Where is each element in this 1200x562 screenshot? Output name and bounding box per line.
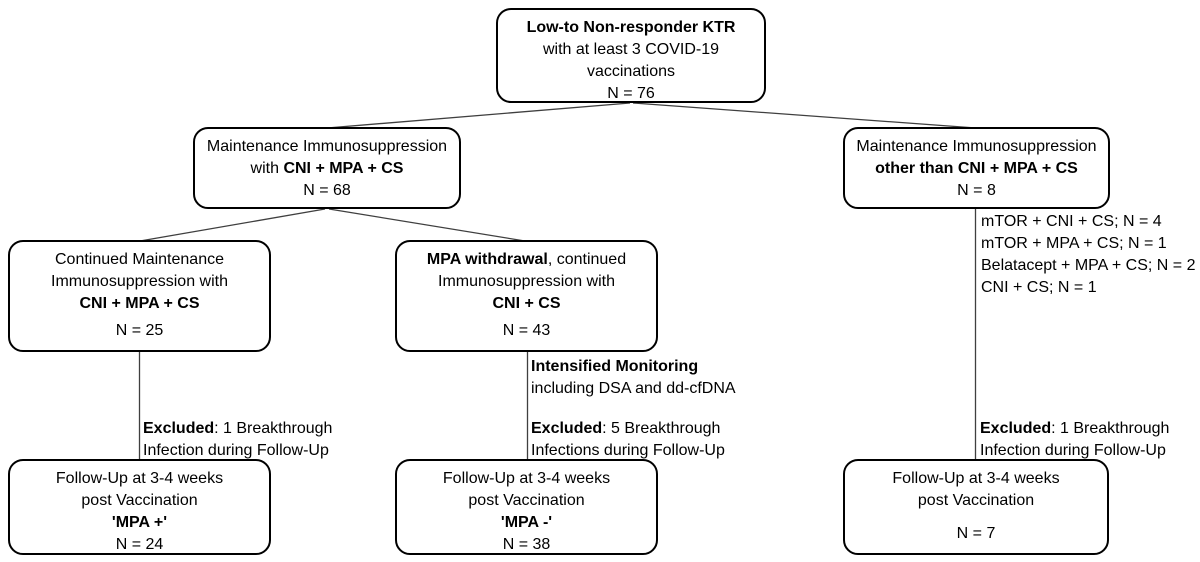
node-maintenance-other	[843, 127, 1110, 209]
node-continued-triple	[8, 240, 271, 352]
node-continued-line3: CNI + MPA + CS	[79, 295, 200, 312]
followup-left-line3: 'MPA +'	[111, 514, 168, 531]
node-maintenance-other-line2: other than CNI + MPA + CS	[875, 160, 1078, 177]
excluded-right-line1: Excluded: 1 Breakthrough	[980, 420, 1170, 437]
followup-right-line2: post Vaccination	[917, 492, 1035, 509]
connector-root-to-other	[633, 103, 976, 128]
node-withdrawal-line2: Immunosuppression with	[438, 273, 615, 290]
node-root	[496, 8, 766, 103]
followup-left-line2: post Vaccination	[81, 492, 198, 509]
node-followup-other	[843, 459, 1109, 555]
connector-triple-to-withdrawal	[329, 209, 525, 241]
note-intensified-monitoring	[531, 356, 736, 400]
node-maintenance-triple-count: N = 68	[303, 182, 351, 199]
regimen-line: CNI + CS; N = 1	[981, 279, 1097, 296]
note-excluded-mid	[531, 418, 725, 462]
monitoring-line1: Intensified Monitoring	[531, 358, 699, 375]
note-other-regimens	[981, 211, 1195, 299]
followup-left-line1: Follow-Up at 3-4 weeks	[55, 470, 224, 487]
monitoring-line2: including DSA and dd-cfDNA	[531, 380, 736, 397]
node-withdrawal-line3: CNI + CS	[492, 295, 561, 312]
node-maintenance-triple-line1: Maintenance Immunosuppression	[206, 138, 448, 155]
node-root-line3: vaccinations	[586, 63, 676, 80]
excluded-mid-line1: Excluded: 5 Breakthrough	[531, 420, 721, 437]
node-followup-mpa-minus	[395, 459, 658, 555]
followup-mid-line2: post Vaccination	[468, 492, 585, 509]
excluded-right-line2: Infection during Follow-Up	[980, 442, 1166, 459]
node-continued-line1: Continued Maintenance	[54, 251, 224, 268]
followup-left-count: N = 24	[115, 536, 164, 553]
followup-mid-line1: Follow-Up at 3-4 weeks	[442, 470, 611, 487]
node-maintenance-triple	[193, 127, 461, 209]
excluded-left-line2: Infection during Follow-Up	[143, 442, 329, 459]
regimen-line: mTOR + MPA + CS; N = 1	[981, 235, 1167, 252]
node-withdrawal-line1: MPA withdrawal, continued	[426, 251, 627, 268]
node-mpa-withdrawal	[395, 240, 658, 352]
note-excluded-right	[980, 418, 1169, 462]
node-followup-mpa-plus	[8, 459, 271, 555]
connector-root-to-triple	[327, 103, 630, 128]
note-excluded-left	[143, 418, 332, 462]
connector-triple-to-continued	[140, 209, 325, 241]
regimen-line: mTOR + CNI + CS; N = 4	[981, 213, 1162, 230]
node-continued-line2: Immunosuppression with	[51, 273, 228, 290]
node-maintenance-triple-line2: with CNI + MPA + CS	[250, 160, 404, 177]
regimen-line: Belatacept + MPA + CS; N = 2	[981, 257, 1196, 274]
excluded-left-line1: Excluded: 1 Breakthrough	[143, 420, 333, 437]
node-maintenance-other-line1: Maintenance Immunosuppression	[856, 138, 1097, 155]
followup-mid-line3: 'MPA -'	[500, 514, 553, 531]
followup-right-line1: Follow-Up at 3-4 weeks	[892, 470, 1060, 487]
followup-right-count: N = 7	[956, 525, 996, 542]
node-root-line2: with at least 3 COVID-19	[542, 41, 720, 58]
node-root-count: N = 76	[607, 85, 655, 102]
followup-mid-count: N = 38	[502, 536, 551, 553]
excluded-mid-line2: Infections during Follow-Up	[531, 442, 725, 459]
node-withdrawal-count: N = 43	[502, 322, 551, 339]
node-maintenance-other-count: N = 8	[957, 182, 996, 199]
node-continued-count: N = 25	[115, 322, 164, 339]
node-root-line1: Low-to Non-responder KTR	[526, 19, 736, 36]
